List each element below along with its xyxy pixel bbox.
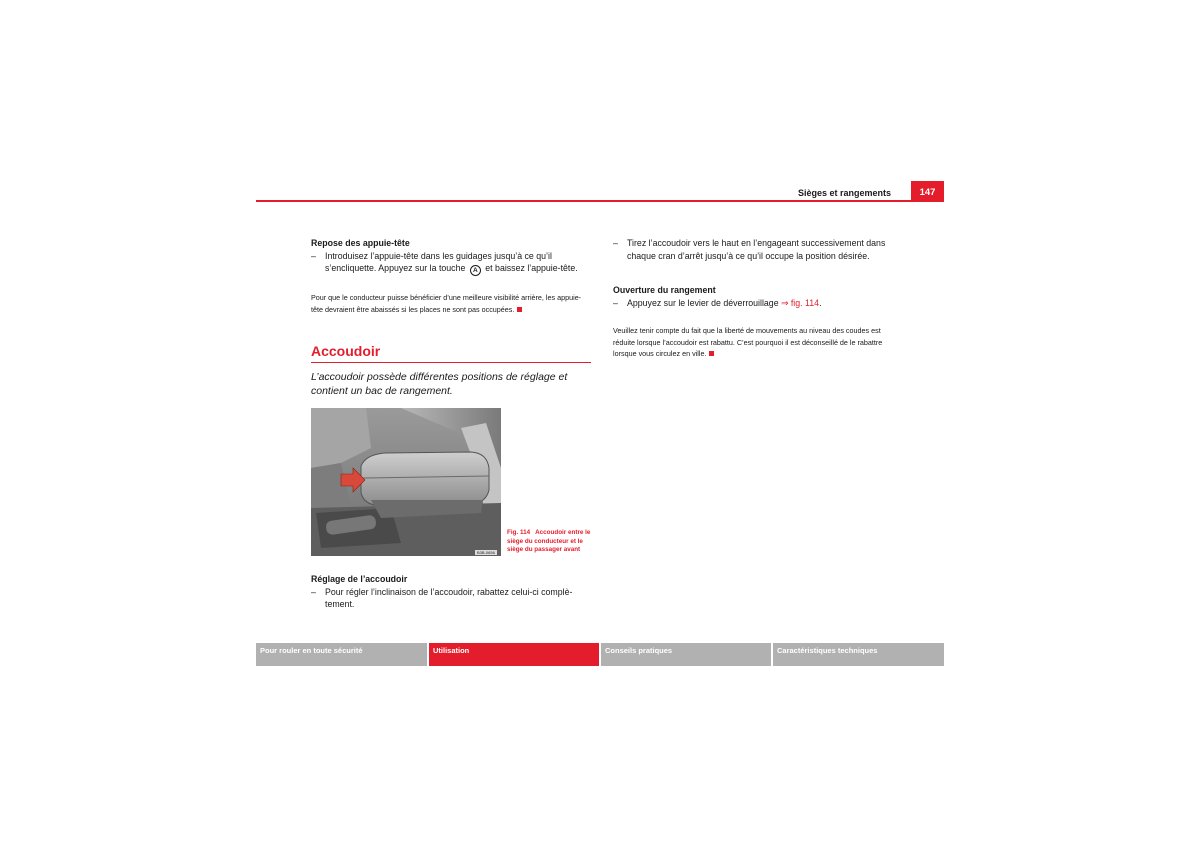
step-dash: – [311,250,316,261]
section-intro: L’accoudoir possède différentes positions de réglage et contient un bac de rangement. [311,371,568,397]
ouverture-block [613,284,888,309]
figure-code: B3B-0656 [477,550,495,555]
repose-note [311,292,591,315]
section-title: Accoudoir [311,343,591,363]
reglage-heading: Réglage de l’accoudoir [311,574,408,584]
tab-caracteristiques[interactable]: Caractéristiques techniques [773,643,944,666]
pull-step [613,237,888,262]
caption-text: Accoudoir entre le siège du conducteur et le siège du passager avant [507,529,591,554]
right-step1 [613,237,888,262]
tab-conseils-pratiques[interactable]: Conseils pratiques [601,643,771,666]
ouverture-note [613,325,888,360]
repose-step-text-2: et baissez l’appuie-tête. [485,263,578,273]
pull-step-text: Tirez l’accoudoir vers le haut en l’engageant successivement dans chaque cran d’arrêt jusqu’à ce qu’il occupe la position désirée. [627,238,886,261]
ouverture-step-end: . [819,297,822,308]
step-dash: – [311,586,316,597]
step-dash: – [613,238,618,248]
page-number: 147 [911,181,944,201]
repose-step-text-1: Introduisez l’appuie-tête dans les guidages jusqu’à ce qu’il s’encliquette. Appuyez sur la touche [325,250,552,273]
ouverture-step-text: Appuyez sur le levier de déverrouillage [627,297,779,308]
armrest-figure [311,408,501,556]
repose-step [311,250,591,277]
header-rule [256,200,944,202]
repose-block [311,237,591,276]
figure-reference-link[interactable]: ⇒ fig. 114 [781,297,820,308]
chapter-title: Sièges et rangements [797,188,891,198]
ouverture-note-text: Veuillez tenir compte du fait que la liberté de mouvements au niveau des coudes est réduite lorsque l’accoudoir est rabattu. C’est pourquoi il est déconseillé de le rabattre lorsque vous circulez en ville. [613,326,883,358]
end-square-icon [517,307,522,312]
reglage-step [311,586,591,611]
end-square-icon [709,351,714,356]
step-dash: – [613,297,618,308]
caption-label: Fig. 114 [507,529,531,536]
ouverture-step [613,297,888,310]
ouverture-heading: Ouverture du rangement [613,285,716,295]
armrest-illustration [311,408,501,556]
tab-pour-rouler[interactable]: Pour rouler en toute sécurité [256,643,427,666]
figure-caption [507,529,597,555]
marker-a-icon: A [470,265,481,276]
tab-utilisation[interactable]: Utilisation [429,643,599,666]
reglage-step-text: Pour régler l’inclinaison de l’accoudoir, rabattez celui-ci complè-tement. [325,586,573,609]
repose-heading: Repose des appuie-tête [311,238,410,248]
repose-note-text: Pour que le conducteur puisse bénéficier d’une meilleure visibilité arrière, les appuie-tête devraient être abaissés si les places ne sont pas occupées. [311,293,582,314]
reglage-block [311,573,591,611]
